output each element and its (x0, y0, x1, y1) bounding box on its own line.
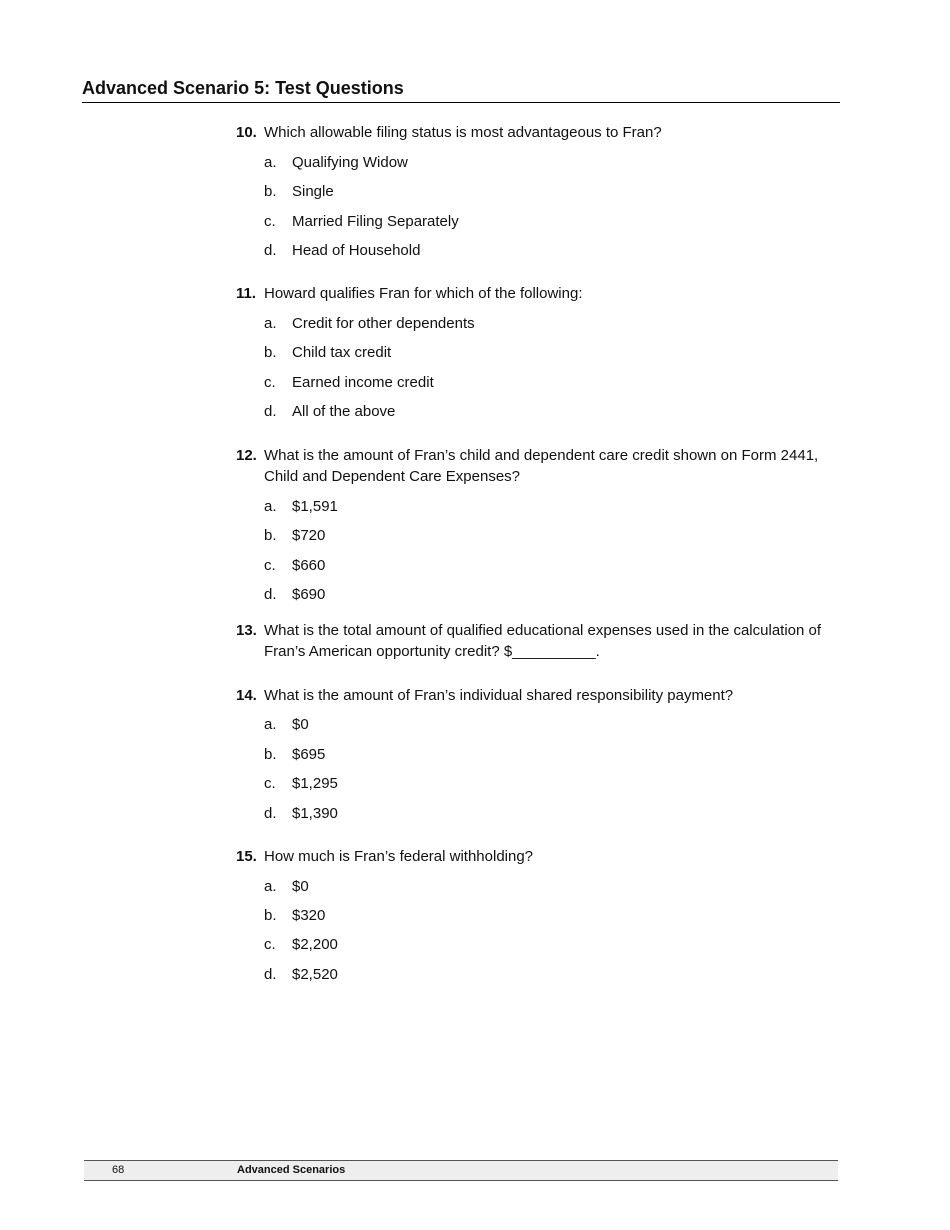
option-text: $695 (292, 746, 326, 763)
option-letter: d. (264, 242, 277, 259)
question-13 (236, 620, 846, 662)
option-letter: a. (264, 498, 277, 515)
question-11-option-a (264, 313, 475, 334)
option-letter: b. (264, 183, 277, 200)
option-text: Married Filing Separately (292, 213, 459, 230)
question-10-option-d (264, 240, 420, 261)
question-11-option-b (264, 342, 391, 363)
option-text: All of the above (292, 403, 396, 420)
question-12-option-b (264, 525, 325, 546)
option-letter: d. (264, 805, 277, 822)
question-12-option-a (264, 496, 338, 517)
option-text: $1,295 (292, 775, 338, 792)
question-number: 14. (236, 687, 257, 704)
question-15-option-b (264, 905, 325, 926)
option-letter: c. (264, 213, 276, 230)
option-text: $320 (292, 907, 326, 924)
question-11-option-c (264, 372, 434, 393)
question-10 (236, 122, 846, 143)
option-text: Child tax credit (292, 344, 392, 361)
question-12-option-c (264, 555, 325, 576)
question-12-option-d (264, 584, 325, 605)
option-text: $0 (292, 716, 309, 733)
option-text: $2,200 (292, 936, 338, 953)
question-10-option-a (264, 152, 408, 173)
page-number: 68 (112, 1164, 125, 1176)
option-letter: b. (264, 907, 277, 924)
option-text: Single (292, 183, 334, 200)
option-text: Earned income credit (292, 374, 434, 391)
option-letter: b. (264, 746, 277, 763)
page-footer (84, 1160, 838, 1181)
question-text: How much is Fran’s federal withholding? (264, 848, 534, 865)
page-title: Advanced Scenario 5: Test Questions (82, 78, 404, 98)
question-number: 11. (236, 285, 257, 302)
question-11-option-d (264, 401, 395, 422)
option-letter: c. (264, 557, 276, 574)
question-14-option-d (264, 803, 338, 824)
option-letter: b. (264, 344, 277, 361)
option-letter: d. (264, 586, 277, 603)
option-letter: a. (264, 315, 277, 332)
option-letter: c. (264, 775, 276, 792)
question-10-option-b (264, 181, 334, 202)
question-15-option-a (264, 876, 309, 897)
question-text: Which allowable filing status is most advantageous to Fran? (264, 124, 662, 141)
option-letter: c. (264, 374, 276, 391)
question-11 (236, 283, 846, 304)
option-text: $690 (292, 586, 326, 603)
question-15 (236, 846, 846, 867)
option-text: $1,591 (292, 498, 338, 515)
question-number: 15. (236, 848, 257, 865)
page-header (82, 78, 840, 103)
option-text: $0 (292, 878, 309, 895)
question-14-option-a (264, 714, 309, 735)
option-letter: b. (264, 527, 277, 544)
option-text: $2,520 (292, 966, 338, 983)
question-10-option-c (264, 211, 459, 232)
question-15-option-d (264, 964, 338, 985)
option-text: $1,390 (292, 805, 338, 822)
option-text: Head of Household (292, 242, 421, 259)
option-text: $660 (292, 557, 326, 574)
question-text: What is the total amount of qualified educational expenses used in the calculation of Fran’s American opportunity credit? $__________. (264, 622, 822, 660)
option-letter: a. (264, 878, 277, 895)
question-14-option-b (264, 744, 325, 765)
question-number: 10. (236, 124, 257, 141)
question-14-option-c (264, 773, 338, 794)
option-letter: a. (264, 154, 277, 171)
footer-section-title: Advanced Scenarios (237, 1164, 346, 1176)
option-letter: c. (264, 936, 276, 953)
question-text: What is the amount of Fran’s individual shared responsibility payment? (264, 687, 734, 704)
question-text: Howard qualifies Fran for which of the following: (264, 285, 583, 302)
option-letter: d. (264, 403, 277, 420)
question-12 (236, 445, 846, 487)
question-number: 12. (236, 447, 257, 464)
option-text: Qualifying Widow (292, 154, 408, 171)
option-text: $720 (292, 527, 326, 544)
option-text: Credit for other dependents (292, 315, 475, 332)
option-letter: d. (264, 966, 277, 983)
question-14 (236, 685, 846, 706)
question-15-option-c (264, 934, 338, 955)
question-text: What is the amount of Fran’s child and dependent care credit shown on Form 2441, Child and Dependent Care Expenses? (264, 447, 819, 485)
option-letter: a. (264, 716, 277, 733)
question-number: 13. (236, 622, 257, 639)
